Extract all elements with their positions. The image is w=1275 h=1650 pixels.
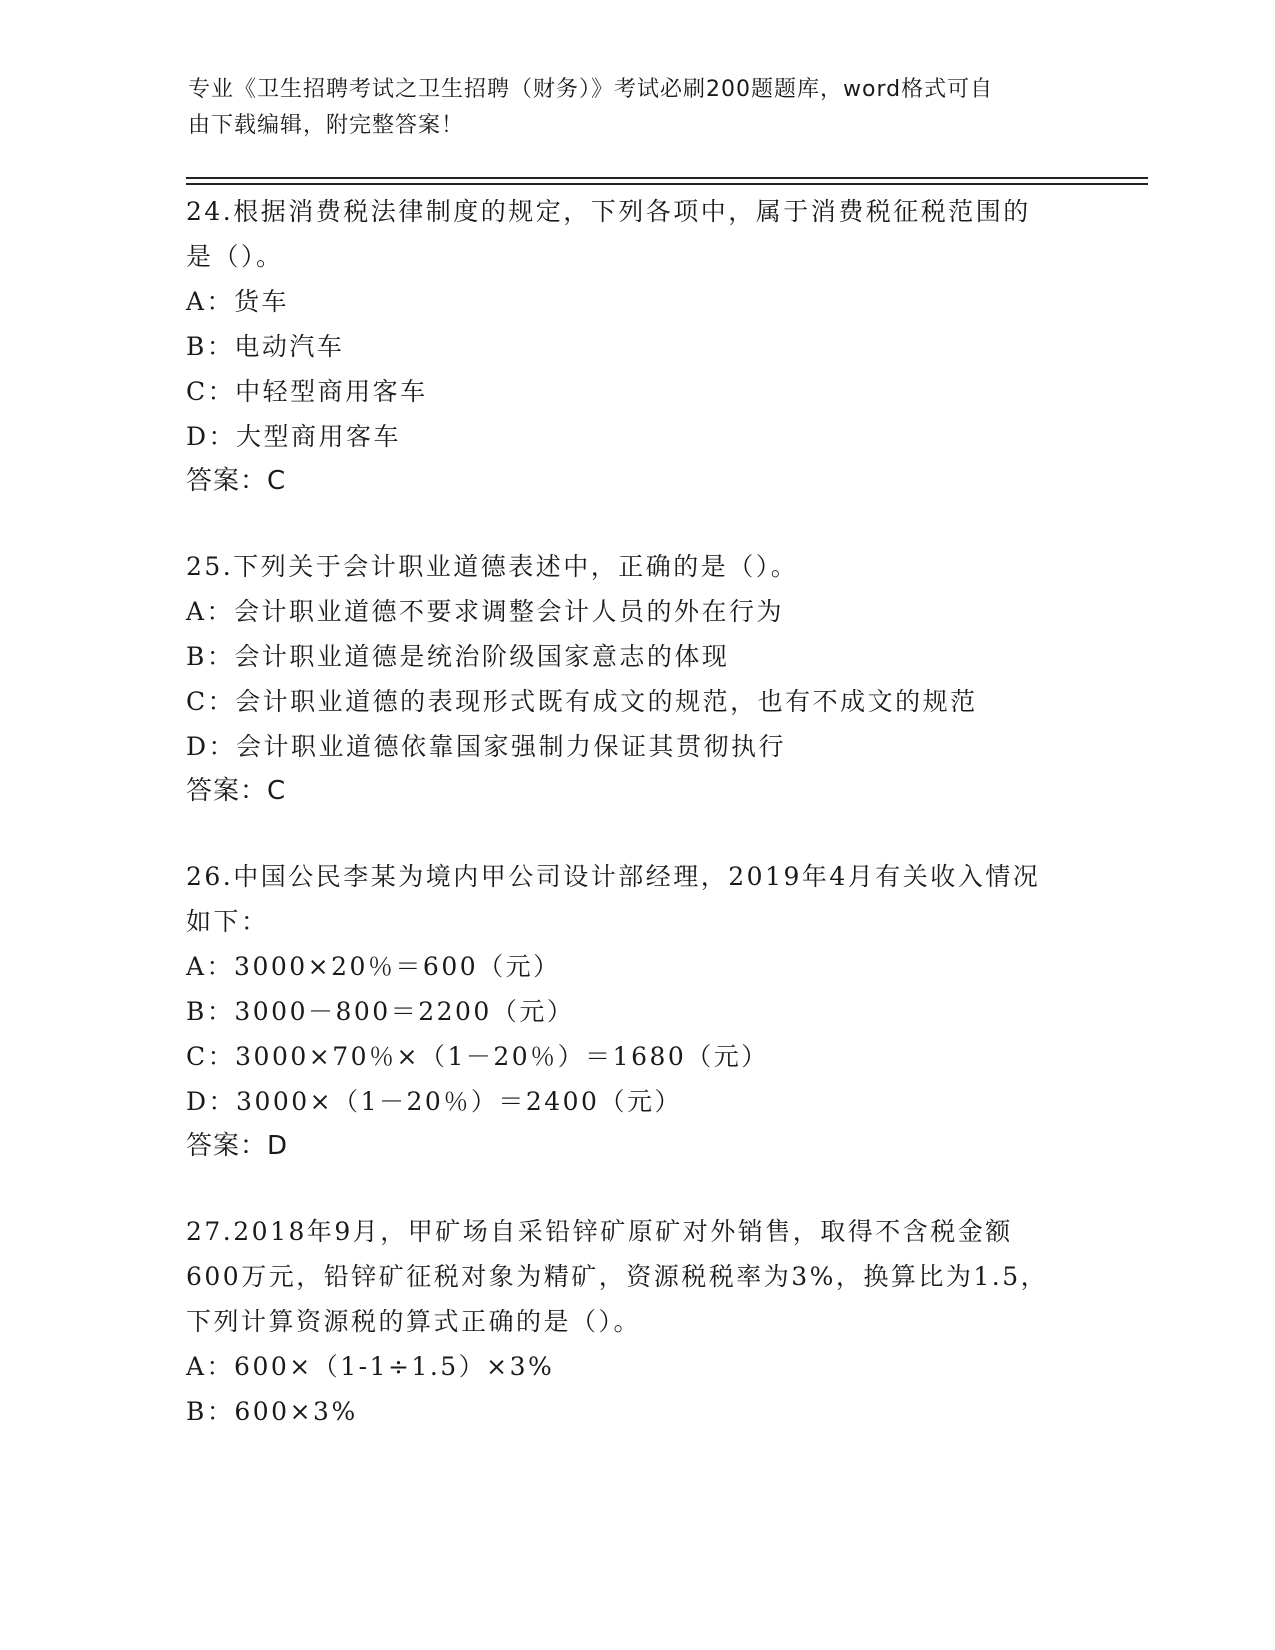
header-line-2: 由下载编辑，附完整答案！	[188, 113, 465, 138]
option-c: C：会计职业道德的表现形式既有成文的规范，也有不成文的规范	[186, 687, 978, 716]
option-d: D：会计职业道德依靠国家强制力保证其贯彻执行	[186, 732, 787, 761]
option-a: A：会计职业道德不要求调整会计人员的外在行为	[186, 597, 785, 626]
option-b: B：600×3%	[186, 1397, 358, 1426]
question-text: 如下：	[186, 907, 269, 936]
document-header	[188, 72, 1068, 144]
option-a: A：货车	[186, 287, 290, 316]
option-b: B：会计职业道德是统治阶级国家意志的体现	[186, 642, 730, 671]
question-27	[186, 1209, 1086, 1434]
header-line-1: 专业《卫生招聘考试之卫生招聘（财务）》考试必刷200题题库，word格式可自	[188, 77, 994, 102]
option-c: C：中轻型商用客车	[186, 377, 428, 406]
question-text: 26.中国公民李某为境内甲公司设计部经理，2019年4月有关收入情况	[186, 862, 1041, 891]
header-divider-top	[186, 177, 1148, 179]
question-26	[186, 854, 1086, 1169]
option-a: A：3000×20％＝600（元）	[186, 952, 561, 981]
answer-line: 答案：C	[186, 776, 287, 806]
option-b: B：3000－800＝2200（元）	[186, 997, 575, 1026]
question-24	[186, 189, 1086, 504]
question-text: 下列计算资源税的算式正确的是（）。	[186, 1307, 642, 1336]
answer-line: 答案：C	[186, 466, 287, 496]
option-b: B：电动汽车	[186, 332, 345, 361]
question-25	[186, 544, 1086, 814]
option-d: D：3000×（1－20％）＝2400（元）	[186, 1087, 682, 1116]
answer-line: 答案：D	[186, 1131, 289, 1161]
question-list	[186, 189, 1086, 1474]
header-divider-bottom	[186, 183, 1148, 185]
question-text: 24.根据消费税法律制度的规定，下列各项中，属于消费税征税范围的	[186, 197, 1031, 226]
question-text: 25.下列关于会计职业道德表述中，正确的是（）。	[186, 552, 799, 581]
option-d: D：大型商用客车	[186, 422, 402, 451]
option-a: A：600×（1-1÷1.5）×3%	[186, 1352, 555, 1381]
question-text: 27.2018年9月，甲矿场自采铅锌矿原矿对外销售，取得不含税金额	[186, 1217, 1013, 1246]
question-text: 600万元，铅锌矿征税对象为精矿，资源税税率为3%，换算比为1.5，	[186, 1262, 1049, 1291]
question-text: 是（）。	[186, 242, 284, 271]
option-c: C：3000×70％×（1－20％）＝1680（元）	[186, 1042, 769, 1071]
